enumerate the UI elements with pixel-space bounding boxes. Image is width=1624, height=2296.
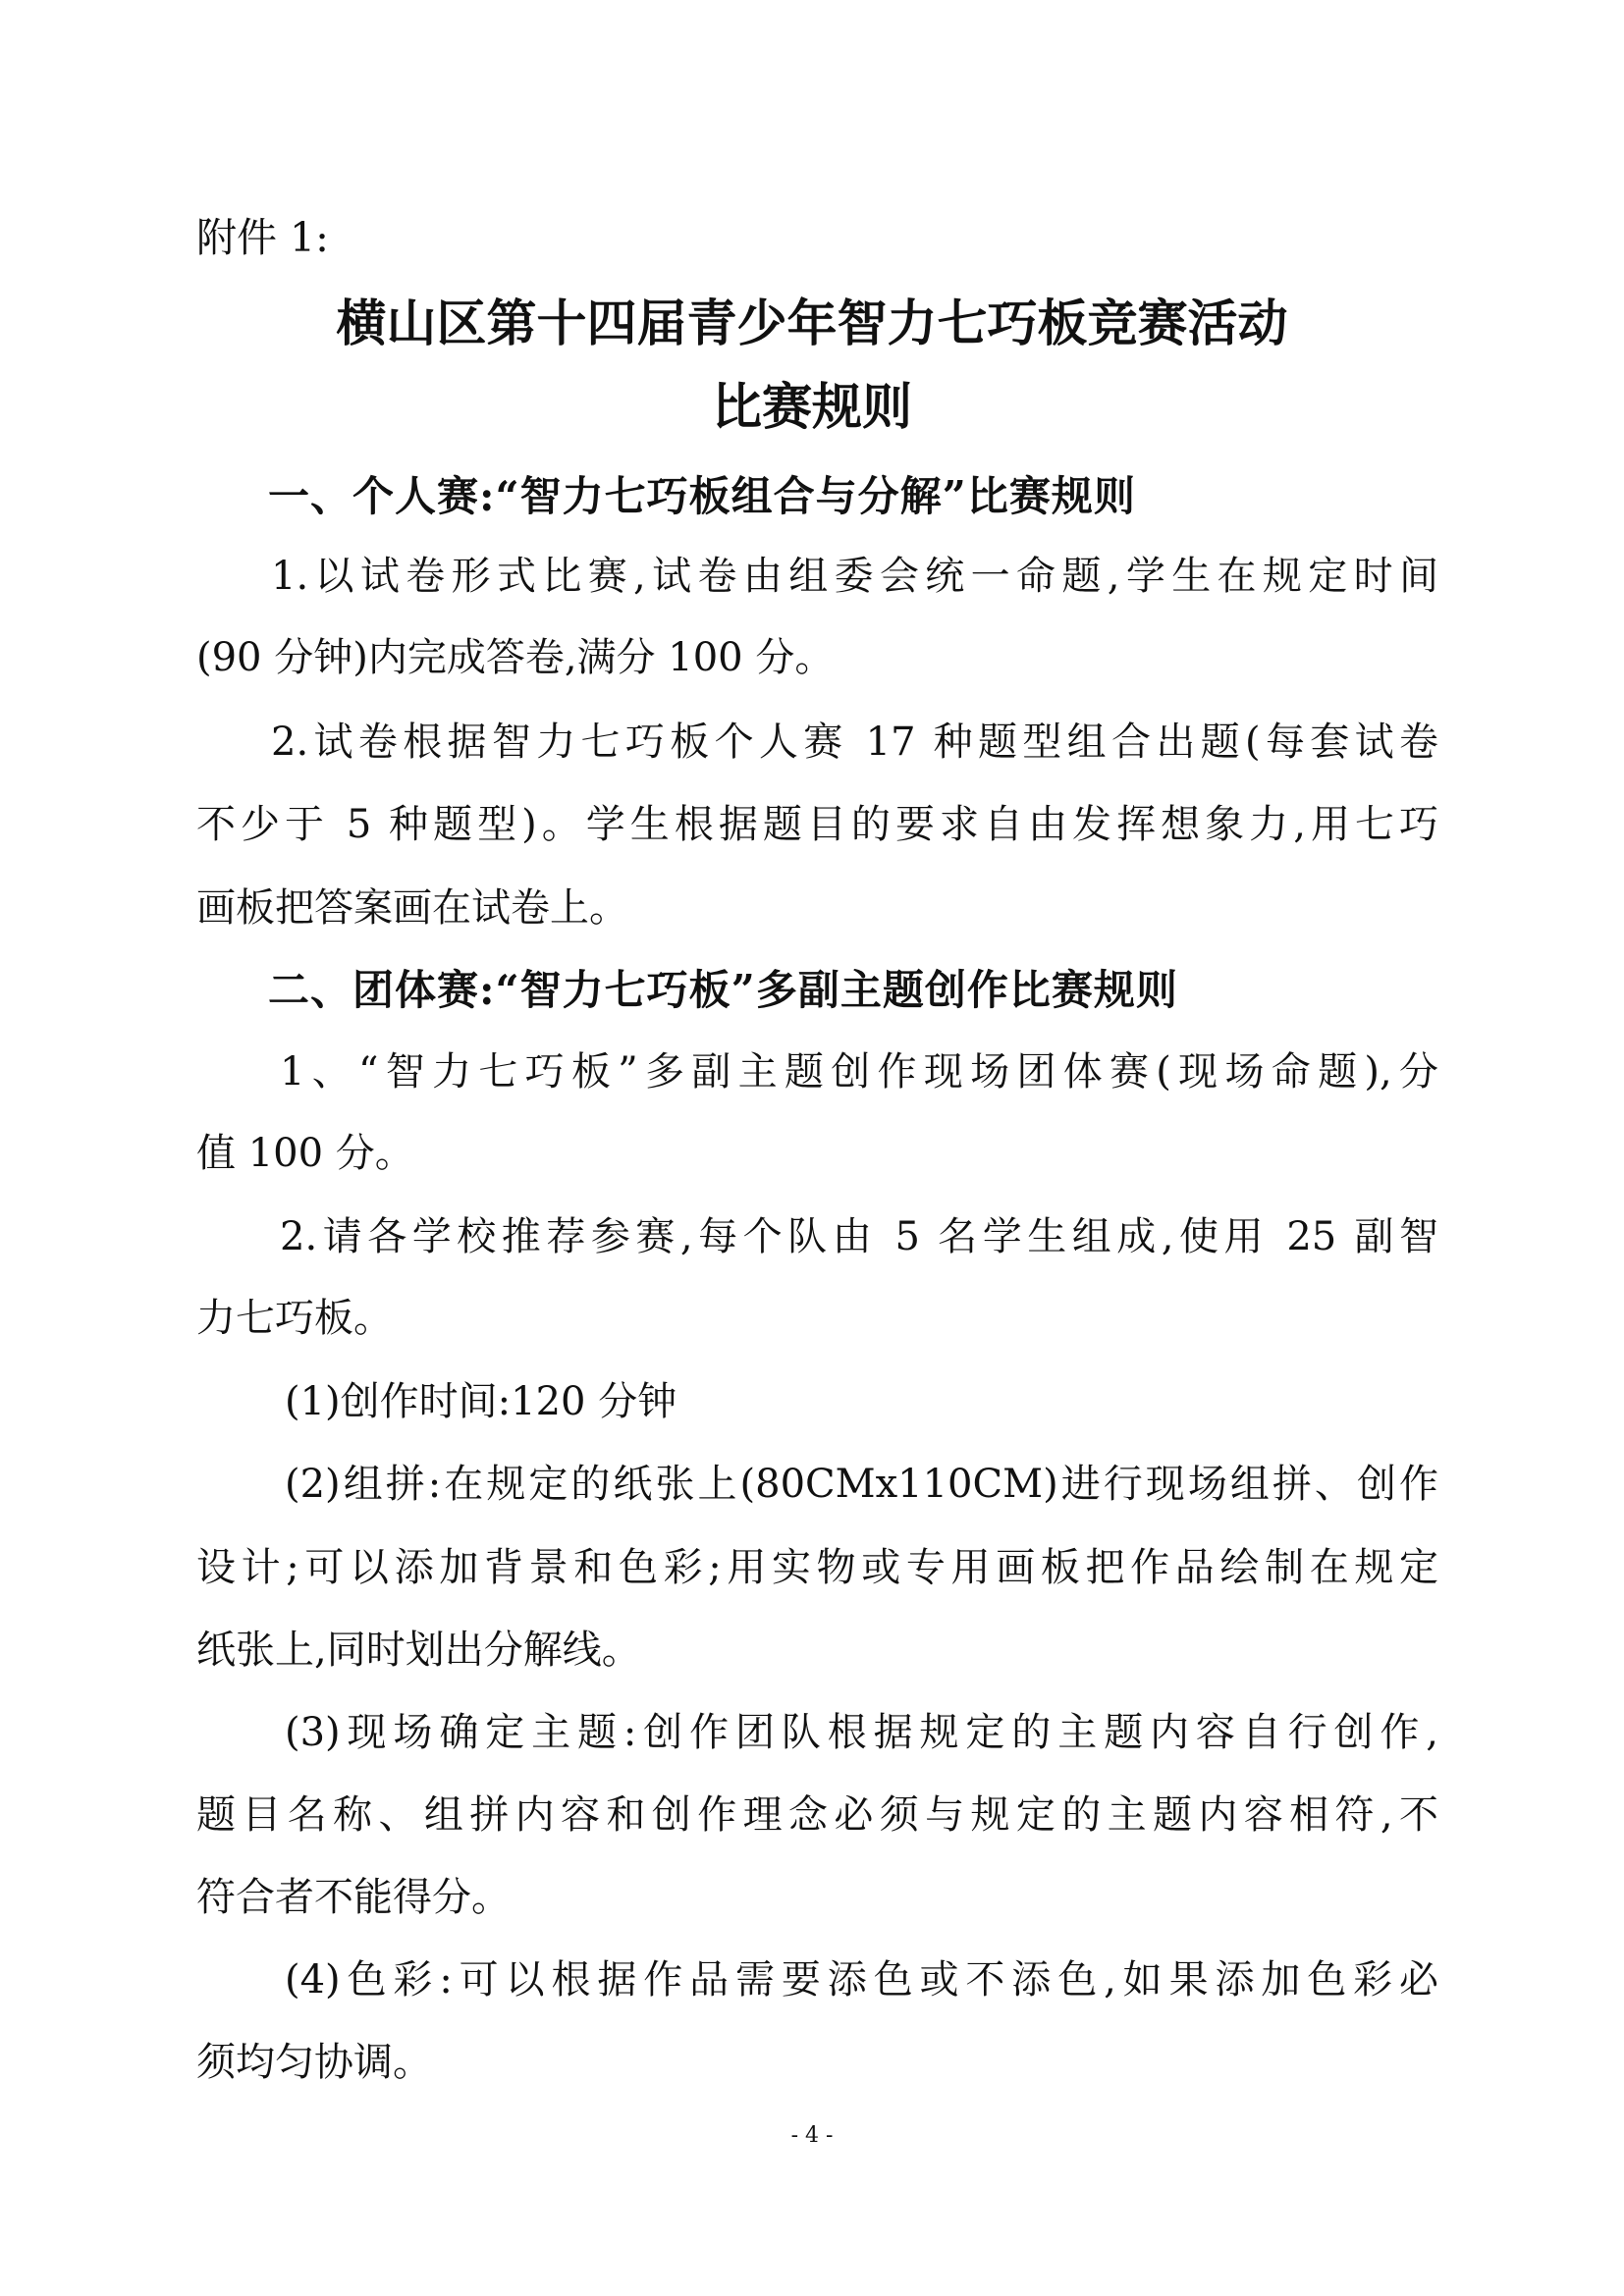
- section-2-rule-1-line-1: 1、“智力七巧板”多副主题创作现场团体赛(现场命题),分: [280, 1049, 1438, 1095]
- document-title-line-2: 比赛规则: [711, 378, 912, 437]
- section-2-item-4-line-2: 须均匀协调。: [196, 2040, 432, 2085]
- section-2-item-2-line-3: 纸张上,同时划出分解线。: [196, 1628, 641, 1673]
- section-1-rule-2-line-3: 画板把答案画在试卷上。: [196, 885, 628, 931]
- section-2-heading: 二、团体赛:“智力七巧板”多副主题创作比赛规则: [268, 966, 1178, 1014]
- section-2-rule-1-line-2: 值 100 分。: [196, 1131, 414, 1176]
- section-2-rule-2-line-2: 力七巧板。: [196, 1296, 393, 1341]
- section-1-rule-2-line-2: 不少于 5 种题型)。学生根据题目的要求自由发挥想象力,用七巧: [196, 802, 1438, 847]
- section-2-item-1: (1)创作时间:120 分钟: [285, 1379, 677, 1424]
- section-2-item-2-line-1: (2)组拼:在规定的纸张上(80CMx110CM)进行现场组拼、创作: [285, 1462, 1438, 1507]
- section-2-item-4-line-1: (4)色彩:可以根据作品需要添色或不添色,如果添加色彩必: [285, 1957, 1438, 2002]
- section-2-item-3-line-3: 符合者不能得分。: [196, 1875, 511, 1920]
- section-2-item-2-line-2: 设计;可以添加背景和色彩;用实物或专用画板把作品绘制在规定: [196, 1545, 1438, 1590]
- section-1-rule-1-line-2: (90 分钟)内完成答卷,满分 100 分。: [196, 635, 835, 680]
- attachment-label: 附件 1:: [196, 214, 329, 261]
- section-2-rule-2-line-1: 2.请各学校推荐参赛,每个队由 5 名学生组成,使用 25 副智: [280, 1214, 1438, 1259]
- section-2-item-3-line-1: (3)现场确定主题:创作团队根据规定的主题内容自行创作,: [285, 1710, 1438, 1755]
- section-2-item-3-line-2: 题目名称、组拼内容和创作理念必须与规定的主题内容相符,不: [196, 1792, 1438, 1838]
- section-1-heading: 一、个人赛:“智力七巧板组合与分解”比赛规则: [268, 472, 1136, 520]
- section-1-rule-1-line-1: 1.以试卷形式比赛,试卷由组委会统一命题,学生在规定时间: [271, 554, 1438, 599]
- document-title-line-1: 横山区第十四届青少年智力七巧板竞赛活动: [336, 294, 1288, 353]
- section-1-rule-2-line-1: 2.试卷根据智力七巧板个人赛 17 种题型组合出题(每套试卷: [271, 720, 1438, 765]
- page-number: - 4 -: [790, 2123, 834, 2148]
